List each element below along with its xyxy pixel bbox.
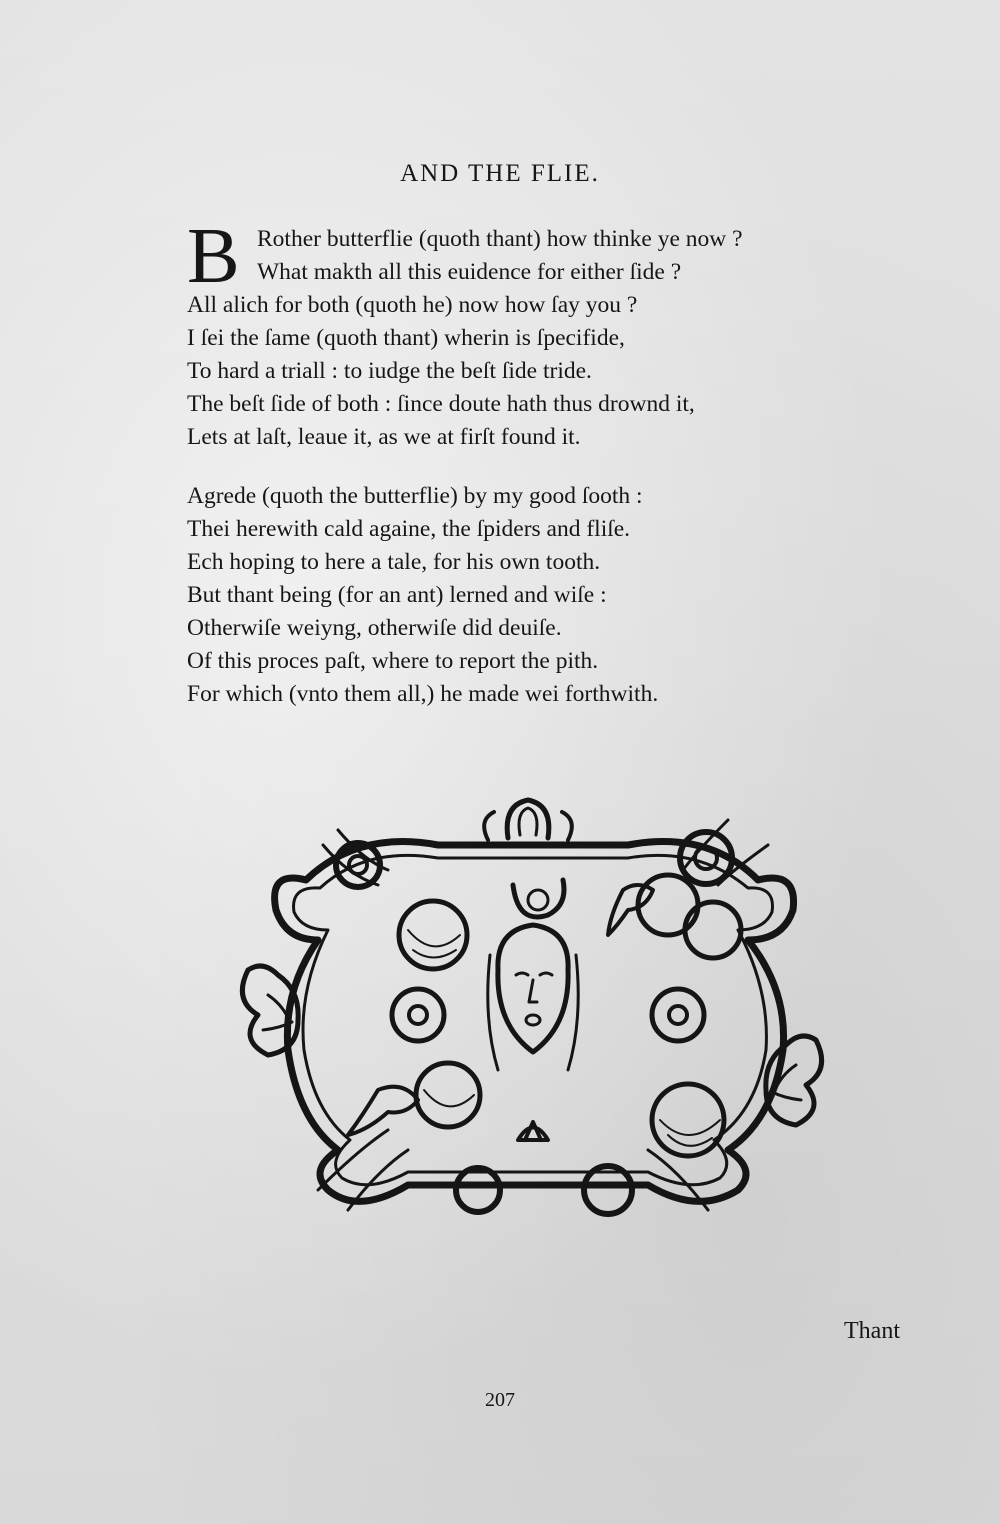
verse-line: All alich for both (quoth he) now how ſay you ? — [187, 292, 638, 318]
verse-line: What makth all this euidence for either ſide ? — [257, 259, 682, 285]
woodcut-ornament-icon — [228, 790, 836, 1240]
verse-line: The beſt ſide of both : ſince doute hath thus drownd it, — [187, 391, 695, 417]
verse-line: But thant being (for an ant) lerned and wiſe : — [187, 582, 607, 608]
verse-line: For which (vnto them all,) he made wei forthwith. — [187, 681, 659, 707]
verse-line: Otherwiſe weiyng, otherwiſe did deuiſe. — [187, 615, 562, 641]
verse-line: Of this proces paſt, where to report the pith. — [187, 648, 599, 674]
stanza-1 — [187, 213, 927, 454]
drop-cap: B — [187, 213, 240, 300]
verse-line: Rother butterflie (quoth thant) how thinke ye now ? — [257, 226, 743, 252]
verse-line: Agrede (quoth the butterflie) by my good ſooth : — [187, 483, 643, 509]
verse-line: Lets at laſt, leaue it, as we at firſt found it. — [187, 424, 581, 450]
verse-line: Thei herewith cald againe, the ſpiders and fliſe. — [187, 516, 631, 542]
catchword: Thant — [844, 1318, 900, 1344]
page-heading: AND THE FLIE. — [400, 160, 600, 187]
stanza-2 — [187, 480, 927, 711]
verse-line: To hard a triall : to iudge the beſt ſide tride. — [187, 358, 592, 384]
verse-line: Ech hoping to here a tale, for his own tooth. — [187, 549, 601, 575]
page-number: 207 — [485, 1389, 515, 1411]
verse-line: I ſei the ſame (quoth thant) wherin is ſpecifide, — [187, 325, 625, 351]
